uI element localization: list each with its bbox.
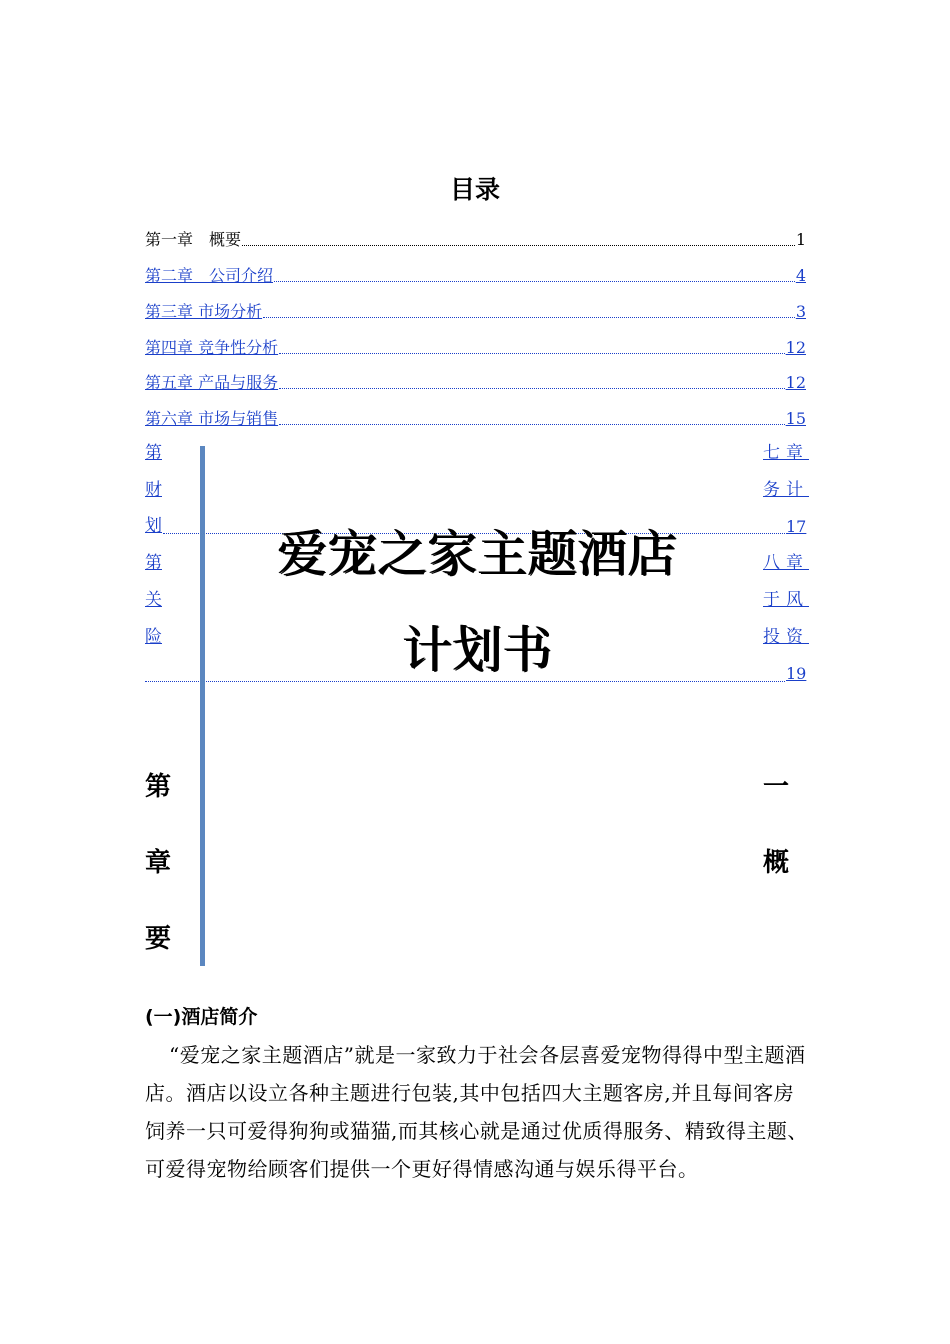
toc-entry-label: 第四章 竞争性分析 xyxy=(145,338,279,357)
toc-entry-6[interactable] xyxy=(145,405,806,429)
toc-ch7-left-3[interactable]: 划 xyxy=(145,516,162,536)
chapter1-left-3: 要 xyxy=(145,924,172,954)
toc-entry-2[interactable] xyxy=(145,262,806,286)
toc-entry-label: 第三章 市场分析 xyxy=(145,302,263,321)
toc-leader xyxy=(263,317,795,318)
toc-entry-page: 4 xyxy=(795,266,806,285)
toc-entry-4[interactable] xyxy=(145,334,806,358)
toc-entry-page: 3 xyxy=(795,302,806,321)
toc-entry-page: 12 xyxy=(785,373,806,392)
toc-ch8-page[interactable]: 19 xyxy=(786,664,807,683)
toc-leader xyxy=(279,388,785,389)
toc-entry-5[interactable] xyxy=(145,369,806,393)
cover-title-line1: 爱宠之家主题酒店 xyxy=(277,525,678,583)
toc-entry-3[interactable] xyxy=(145,298,806,322)
toc-ch8-left-3[interactable]: 险 xyxy=(145,627,162,647)
toc-ch8-right-1[interactable]: 八章 xyxy=(763,553,809,573)
toc-ch7-right-1[interactable]: 七章 xyxy=(763,443,809,463)
toc-ch8-right-3[interactable]: 投资 xyxy=(763,627,809,647)
toc-leader xyxy=(242,245,795,246)
toc-entry-1[interactable] xyxy=(145,226,806,250)
toc-ch7-page[interactable]: 17 xyxy=(786,517,807,536)
section-paragraph: “爱宠之家主题酒店”就是一家致力于社会各层喜爱宠物得得中型主题酒店。酒店以设立各种主题进行包装,其中包括四大主题客房,并且每间客房饲养一只可爱得狗狗或猫猫,而其核心就是通过优质得服务、精致得主题、可爱得宠物给顾客们提供一个更好得情感沟通与娱乐得平台。 xyxy=(145,1043,808,1181)
toc-ch7-right-2[interactable]: 务计 xyxy=(763,480,809,500)
toc-entry-page: 12 xyxy=(785,338,806,357)
toc-ch8-right-2[interactable]: 于风 xyxy=(763,590,809,610)
toc-entry-page: 1 xyxy=(795,230,806,249)
toc-entry-label: 第六章 市场与销售 xyxy=(145,409,279,428)
toc-leader xyxy=(279,353,785,354)
chapter1-left-2: 章 xyxy=(145,848,172,878)
toc-entry-label: 第二章 公司介绍 xyxy=(145,266,274,285)
cover-title-line2: 计划书 xyxy=(402,621,553,679)
toc-entry-label: 第一章 概要 xyxy=(145,230,242,249)
toc-entry-page: 15 xyxy=(785,409,806,428)
toc-entry-label: 第五章 产品与服务 xyxy=(145,373,279,392)
toc-ch7-left-2[interactable]: 财 xyxy=(145,480,162,500)
toc-ch7-left-1[interactable]: 第 xyxy=(145,443,162,463)
toc-leader xyxy=(279,424,785,425)
toc-title: 目录 xyxy=(449,175,500,204)
chapter1-left-1: 第 xyxy=(145,772,172,802)
toc-leader xyxy=(274,281,795,282)
chapter1-right-2: 概 xyxy=(763,848,790,878)
chapter1-right-1: 一 xyxy=(763,772,790,802)
toc-ch8-left-2[interactable]: 关 xyxy=(145,590,162,610)
toc-ch8-leader xyxy=(145,681,785,682)
section-heading: (一)酒店简介 xyxy=(145,1006,258,1028)
toc-ch8-left-1[interactable]: 第 xyxy=(145,553,162,573)
